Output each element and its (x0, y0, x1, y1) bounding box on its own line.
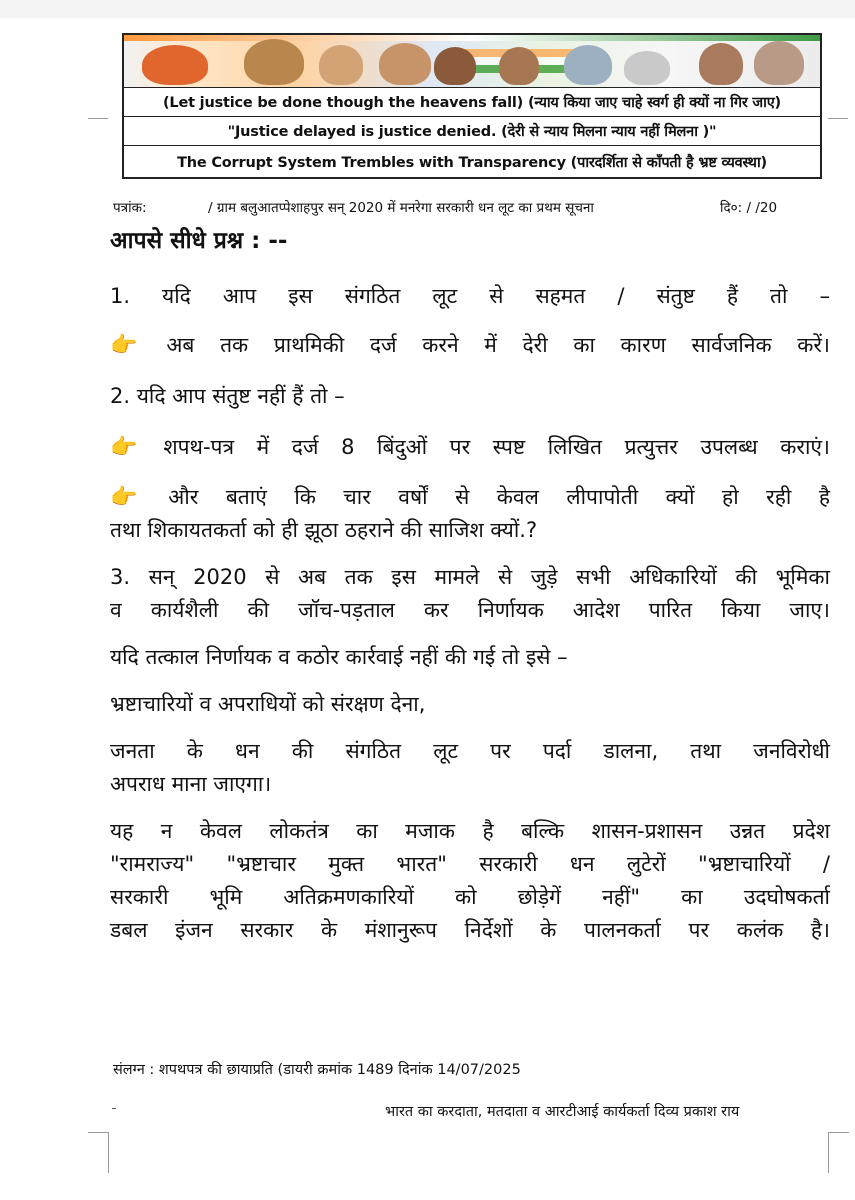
portrait-5 (434, 47, 476, 85)
motto-2: "Justice delayed is justice denied. (देरी से न्याय मिलना न्याय नहीं मिलना )" (124, 117, 820, 146)
portrait-9 (699, 43, 743, 85)
closing-line-2: "रामराज्य" "भ्रष्टाचार मुक्त भारत" सरकारी धन लुटेरों "भ्रष्टाचारियों / (110, 852, 830, 876)
body-heading: आपसे सीधे प्रश्न : -- (110, 228, 288, 254)
crop-mark-bottom-left (88, 1132, 109, 1173)
portrait-4 (379, 43, 431, 85)
reference-date: दि०: / /20 (720, 200, 778, 216)
motto-3: The Corrupt System Trembles with Transparency (पारदर्शिता से काँपती है भ्रष्ट व्यवस्था) (177, 154, 767, 171)
question-1: 1. यदि आप इस संगठित लूट से सहमत / संतुष्ट हैं तो – (110, 284, 830, 308)
crop-mark-top-right (828, 118, 848, 141)
portrait-6 (499, 47, 539, 85)
enclosure-note: संलग्न : शपथपत्र की छायाप्रति (डायरी क्रमांक 1489 दिनांक 14/07/2025 (113, 1062, 521, 1078)
portrait-7 (564, 45, 612, 85)
question-1-point-text: अब तक प्राथमिकी दर्ज करने में देरी का कारण सार्वजनिक करें। (166, 333, 830, 357)
warning-line: यदि तत्काल निर्णायक व कठोर कार्रवाई नहीं की गई तो इसे – (110, 645, 568, 669)
pointing-hand-icon: 👉 (110, 435, 154, 460)
portrait-8 (624, 51, 670, 85)
portrait-10 (754, 41, 804, 85)
question-2-point-1 (110, 431, 830, 464)
question-2: 2. यदि आप संतुष्ट नहीं हैं तो – (110, 384, 345, 408)
letter-body (110, 226, 830, 947)
margin-dash (112, 1108, 116, 1109)
reference-subject: / ग्राम बलुआतप्पेशाहपुर सन् 2020 में मनरेगा सरकारी धन लूट का प्रथम सूचना (208, 200, 594, 216)
tricolor-stripe (124, 35, 820, 41)
question-3-line-1: 3. सन् 2020 से अब तक इस मामले से जुड़े सभी अधिकारियों की भूमिका (110, 565, 830, 589)
question-2-point-2-line-2: तथा शिकायतकर्ता को ही झूठा ठहराने की साजिश क्यों.? (110, 518, 538, 542)
pointing-hand-icon: 👉 (110, 485, 159, 510)
crop-mark-bottom-right (828, 1132, 849, 1173)
consequence-2-line-2: अपराध माना जाएगा। (110, 772, 272, 796)
crop-mark-top-left (88, 118, 108, 141)
portrait-1 (142, 45, 208, 85)
motto-1: (Let justice be done though the heavens fall) (न्याय किया जाए चाहे स्वर्ग ही क्यों ना गिर जाए) (124, 88, 820, 117)
closing-line-1: यह न केवल लोकतंत्र का मजाक है बल्कि शासन-प्रशासन उन्नत प्रदेश (110, 819, 830, 843)
question-2-point-1-text: शपथ-पत्र में दर्ज 8 बिंदुओं पर स्पष्ट लिखित प्रत्युत्तर उपलब्ध कराएं। (163, 435, 830, 459)
portrait-3 (319, 45, 363, 85)
question-2-point-2-line-1 (110, 481, 830, 514)
question-2-point-2-text: और बताएं कि चार वर्षों से केवल लीपापोती क्यों हो रही है (168, 485, 830, 509)
closing-line-4: डबल इंजन सरकार के मंशानुरूप निर्देशों के पालनकर्ता पर कलंक है। (110, 918, 830, 942)
consequence-2-line-1: जनता के धन की संगठित लूट पर पर्दा डालना, तथा जनविरोधी (110, 739, 830, 763)
consequence-1: भ्रष्टाचारियों व अपराधियों को संरक्षण देना, (110, 692, 426, 716)
question-3-line-2: व कार्यशैली की जॉच-पड़ताल कर निर्णायक आदेश पारित किया जाए। (110, 598, 830, 622)
pointing-hand-icon: 👉 (110, 333, 157, 358)
portrait-banner-image (124, 35, 820, 88)
closing-line-3: सरकारी भूमि अतिक्रमणकारियों को छोड़ेगें नहीं" का उदघोषकर्ता (110, 885, 830, 909)
portrait-2 (244, 39, 304, 85)
reference-label: पत्रांक: (113, 200, 147, 216)
signature-line: भारत का करदाता, मतदाता व आरटीआई कार्यकर्ता दिव्य प्रकाश राय (385, 1104, 740, 1120)
question-1-point (110, 329, 830, 362)
letterhead (122, 33, 822, 179)
